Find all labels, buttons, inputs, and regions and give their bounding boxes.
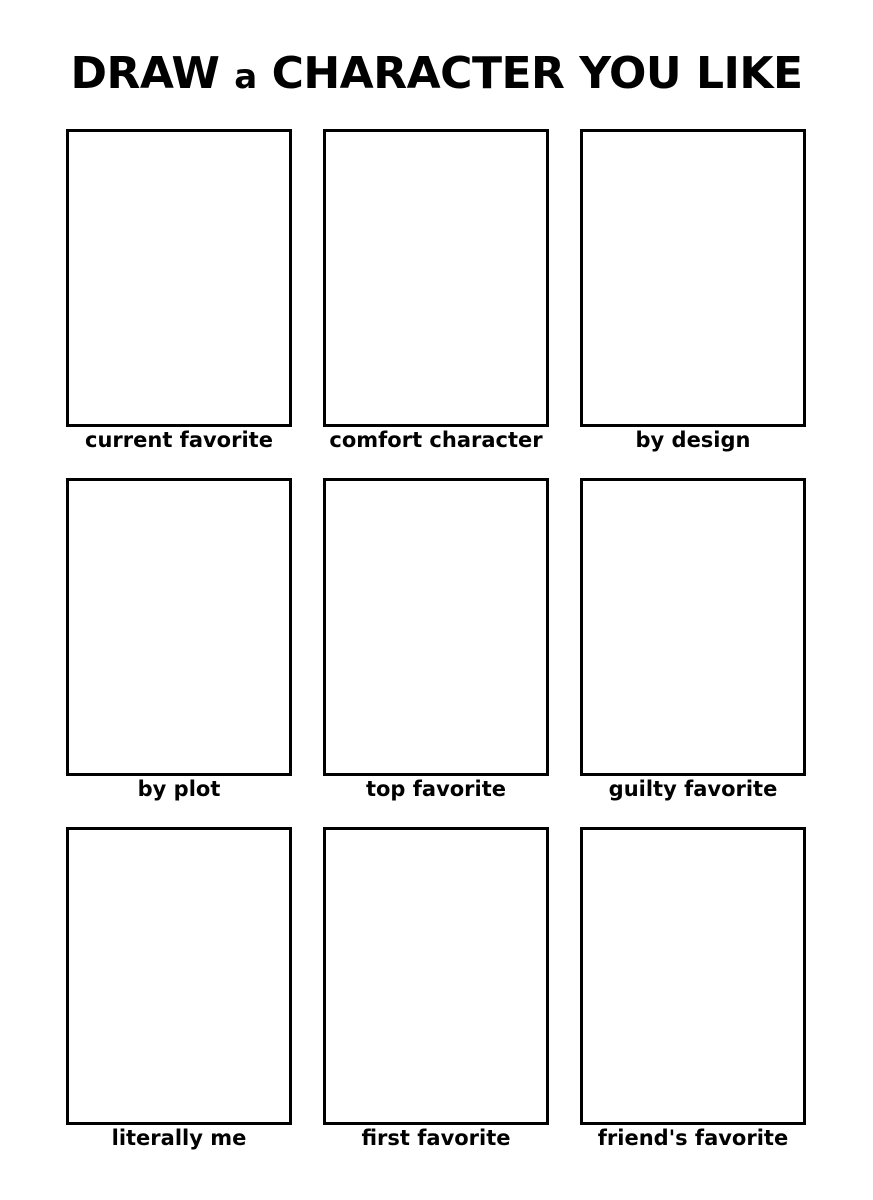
panel-comfort-character[interactable] bbox=[323, 129, 549, 457]
panel-label: comfort character bbox=[329, 428, 543, 452]
drawing-frame[interactable] bbox=[66, 478, 292, 776]
panel-label: by plot bbox=[137, 777, 221, 801]
drawing-frame[interactable] bbox=[323, 129, 549, 427]
title-part-draw: DRAW bbox=[70, 48, 235, 99]
panel-literally-me[interactable] bbox=[66, 827, 292, 1155]
panel-label: first favorite bbox=[361, 1126, 511, 1150]
title-part-character: CHARACTER YOU LIKE bbox=[256, 48, 803, 99]
drawing-frame[interactable] bbox=[66, 129, 292, 427]
panel-label: current favorite bbox=[85, 428, 273, 452]
drawing-frame[interactable] bbox=[580, 827, 806, 1125]
panel-by-design[interactable] bbox=[580, 129, 806, 457]
panel-by-plot[interactable] bbox=[66, 478, 292, 806]
panel-label: by design bbox=[635, 428, 751, 452]
panel-friends-favorite[interactable] bbox=[580, 827, 806, 1155]
panel-label: guilty favorite bbox=[608, 777, 778, 801]
panel-top-favorite[interactable] bbox=[323, 478, 549, 806]
drawing-frame[interactable] bbox=[66, 827, 292, 1125]
drawing-frame[interactable] bbox=[323, 827, 549, 1125]
panel-first-favorite[interactable] bbox=[323, 827, 549, 1155]
panel-guilty-favorite[interactable] bbox=[580, 478, 806, 806]
panel-label: top favorite bbox=[365, 777, 507, 801]
panel-current-favorite[interactable] bbox=[66, 129, 292, 457]
panel-label: literally me bbox=[111, 1126, 247, 1150]
title-part-a: a bbox=[234, 57, 257, 97]
drawing-frame[interactable] bbox=[580, 129, 806, 427]
panel-label: friend's favorite bbox=[597, 1126, 789, 1150]
drawing-frame[interactable] bbox=[580, 478, 806, 776]
drawing-frame[interactable] bbox=[323, 478, 549, 776]
